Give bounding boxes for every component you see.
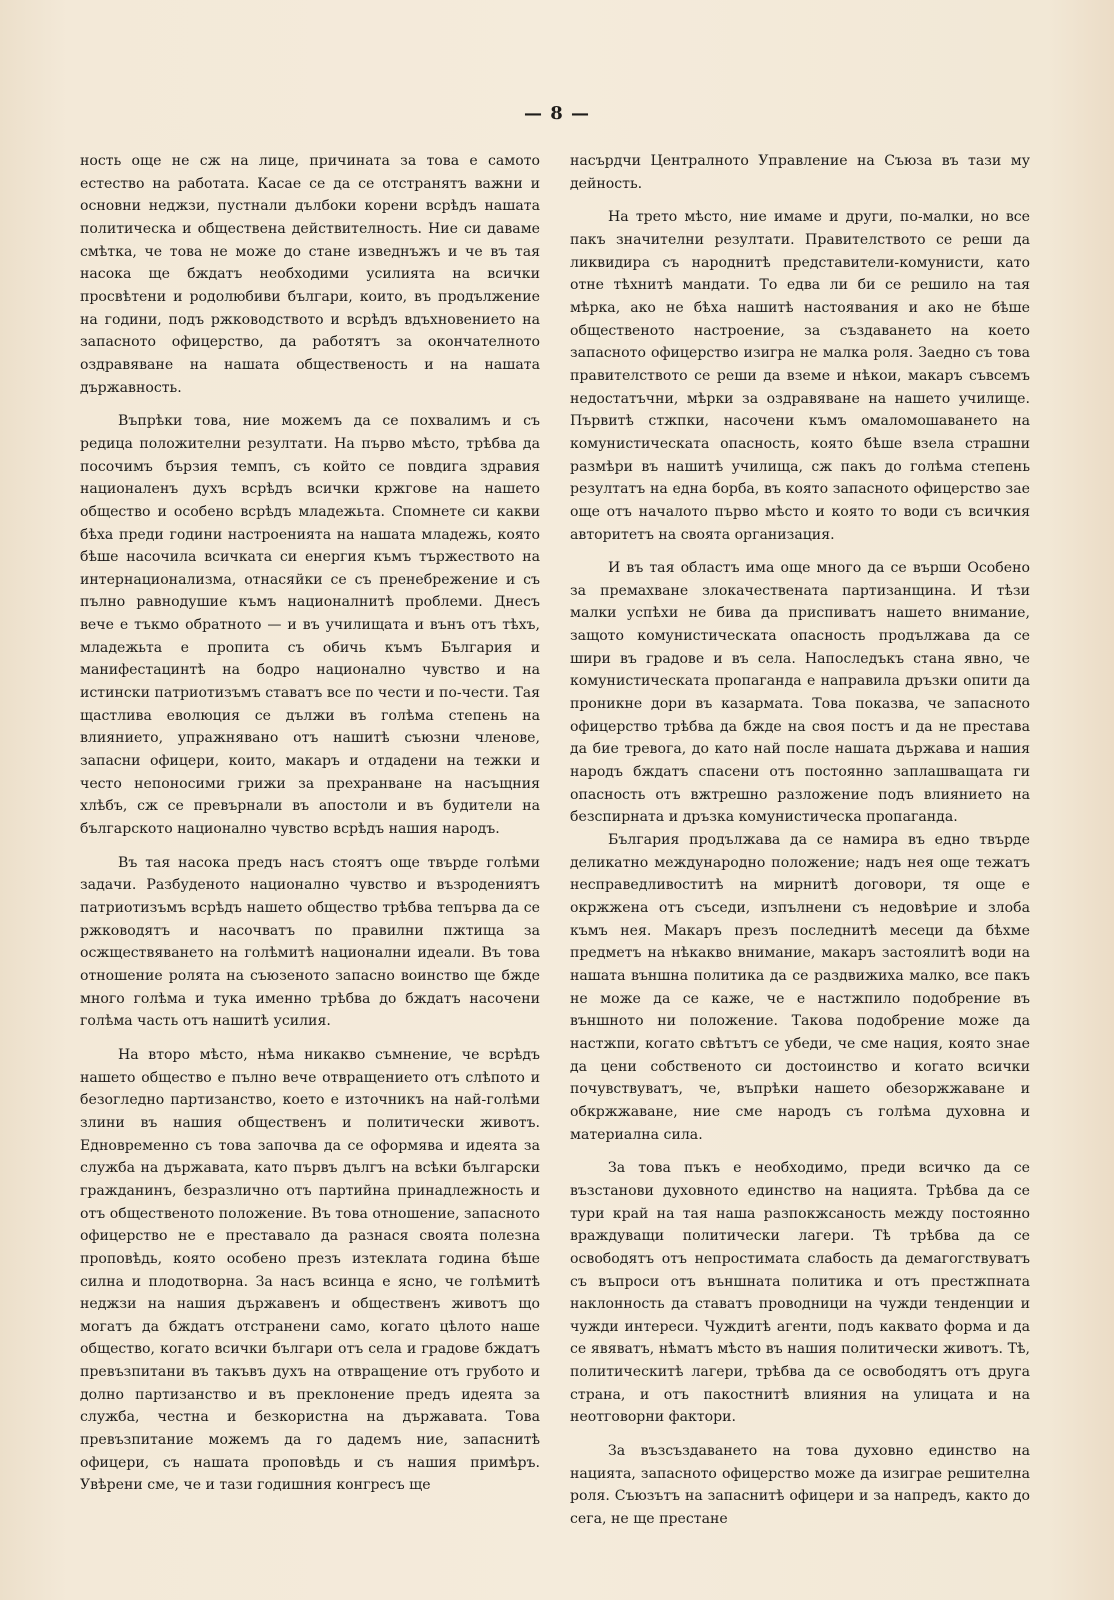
paragraph: Въпрѣки това, ние можемъ да се похвалимъ и съ редица положителни резултати. На първо мѣсто, трѣбва да посочимъ бързия темпъ, съ който се повдига здравия националенъ духъ всрѣдъ всички кржгове на нашето общество и особено всрѣдъ младежьта. Спомнете си какви бѣха преди години настроенията на нашата младежь, която бѣше насочила всичката си енергия къмъ тържеството на интернационализма, отнасяйки се съ пренебрежение и съ пълно равнодушие къмъ националнитѣ проблеми. Днесъ вече е тъкмо обратното — и въ училищата и вънъ отъ тѣхъ, младежьта е пропита съ обичь къмъ България и манифестацинтѣ на бодро национално чувство и на истински патриотизъмъ ставатъ все по чести и по-чести. Тая щастлива еволюция се дължи въ голѣма степень на влиянието, упражнявано отъ нашитѣ съюзни членове, запасни офицери, които, макаръ и отдадени на тежки и често непоносими грижи за прехранване на насъщния хлѣбъ, сж се превърнали въ апостоли и въ будители на българското национално чувство всрѣдъ нашия народъ. — [80, 413, 541, 838]
paragraph: Въ тая насока предъ насъ стоятъ още твърде голѣми задачи. Разбуденото национално чувство и възродениятъ патриотизъмъ всрѣдъ нашето общество трѣбва тепърва да се ржководятъ и насочватъ по правилни пжтища за осжществяването на голѣмитѣ национални идеали. Въ това отношение ролята на съюзеното запасно воинство ще бжде много голѣма и тука именно трѣбва до бждатъ насочени голѣма часть отъ нашитѣ усилия. — [80, 854, 540, 1030]
paragraph: И въ тая областъ има още много да се върши Особено за премахване злокачествената партизанщина. И тѣзи малки успѣхи не бива да приспиватъ нашето внимание, защото комунистическата опасность продължава да се шири въ градове и въ села. Напоследъкъ стана явно, че комунистическата пропаганда е направила дръзки опити да проникне дори въ казармата. Това показва, че запасното офицерство трѣбва да бжде на своя постъ и да не престава да бие тревога, до като най после нашата държава и нашия народъ бждатъ спасени отъ постоянно заплашващата ги опасность отъ вжтрешно разложение подъ влиянието на безспирната и дръзка комунистическа пропаганда. — [570, 560, 1030, 826]
paragraph: За възсъздаването на това духовно единство на нацията, запасното офицерство може да изиграе решителна роля. Съюзътъ на запаснитѣ офицери и за напредъ, както до сега, не ще престане — [570, 1443, 1030, 1528]
paragraph: На второ мѣсто, нѣма никакво съмнение, че всрѣдъ нашето общество е пълно вече отвращението отъ слѣпото и безогледно партизанство, което е източникъ на най-голѣми злини въ нашия общественъ и политически животъ. Едновременно съ това започва да се оформява и идеята за служба на държавата, като първъ дългъ на всѣки български гражданинъ, безразлично отъ партийна принадлежность и отъ общественото положение. Въ това отношение, запасното офицерство не е преставало да разнася своята полезна проповѣдь, която особено презъ изтеклата година бѣше силна и плодотворна. За насъ всинца е ясно, че голѣмитѣ неджзи на нашия държавенъ и общественъ животъ що могатъ да бждатъ отстранени само, когато цѣлото наше общество, когато всички българи отъ села и градове бждатъ превъзпитани въ такъвъ духъ на отвращение отъ грубото и долно партизанство и въ преклонение предъ идеята за служба, честна и безкористна на държавата. Това превъзпитание можемъ да го дадемъ ние, запаснитѣ офицери, съ нашата проповѣдь и съ нашия примѣръ. Увѣрени сме, че и тази годишния конгресъ ще — [80, 1046, 540, 1494]
paragraph: На трето мѣсто, ние имаме и други, по-малки, но все пакъ значителни резултати. Правителството се реши да ликвидира съ народнитѣ представители-комунисти, като отне тѣхнитѣ мандати. То едва ли би се решило на тая мѣрка, ако не бѣха нашитѣ настоявания и ако не бѣше общественото настроение, за създаването на което запасното офицерство изигра не малка роля. Заедно съ това правителството се реши да вземе и нѣкои, макаръ съвсемъ недостатъчни, мѣрки за оздравяване на нашето училище. Първитѣ стжпки, насочени къмъ омаломошаването на комунистическата опасность, която бѣше взела страшни размѣри въ нашитѣ училища, сж пакъ до голѣма степень резултатъ на една борба, въ която запасното офицерство зае още отъ началото първо мѣсто и която то води съ всичкия авторитетъ на своята организация. — [570, 209, 1030, 543]
paragraph: насърдчи Централното Управление на Съюза въ тази му дейность. — [570, 153, 1030, 192]
paragraph: ность още не сж на лице, причината за това е самото естество на работата. Касае се да се отстранятъ важни и основни неджзи, пустнали дълбоки корени всрѣдъ нашата политическа и обществена действителность. Ние си даваме смѣтка, че това не може до стане изведнъжъ и че въ тая насока ще бждатъ необходими усилията на всички просвѣтени и родолюбиви българи, които, въ продължение на години, подъ ржководството и всрѣдъ вдъхновението на запасното офицерство, да работятъ за окончателното оздравяване на нашата общественость и на нашата държавность. — [80, 153, 540, 396]
page-number: — 8 — — [523, 103, 591, 124]
right-column — [570, 150, 1030, 1542]
paragraph: За това пъкъ е необходимо, преди всичко да се възстанови духовното единство на нацията. Трѣбва да се тури край на тая наша разпокжсаность между постоянно враждуващи политически лагери. Тѣ трѣбва да се освободятъ отъ непростимата слабость да демагогствуватъ съ въпроси отъ външната политика и отъ престжпната наклонность да ставатъ проводници на чужди тенденции и чужди интереси. Чуждитѣ агенти, подъ каквато форма и да се явяватъ, нѣматъ мѣсто въ нашия политически животъ. Тѣ, политическитѣ лагери, трѣбва да се освободятъ отъ друга страна, и отъ пакостнитѣ влияния на улицата и на неотговорни фактори. — [570, 1160, 1030, 1426]
left-column — [80, 150, 540, 1508]
paragraph: България продължава да се намира въ едно твърде деликатно международно положение; надъ нея още тежатъ несправедливоститѣ на мирнитѣ договори, тя още е окржжена отъ съседи, изпълнени съ недовѣрие и злоба къмъ нея. Макаръ презъ последнитѣ месеци да бѣхме предметъ на нѣкакво внимание, макаръ застоялитѣ води на нашата външна политика да се раздвижиха малко, все пакъ не може да се каже, че е настжпило подобрение въ външното ни положение. Такова подобрение може да настжпи, когато свѣтътъ се убеди, че сме нация, която знае да цени собственото си достоинство и когато всички почувствуватъ, че, въпрѣки нашето обезоржжаване и обкржжаване, ние сме народъ съ голѣма духовна и материална сила. — [570, 832, 1030, 1143]
